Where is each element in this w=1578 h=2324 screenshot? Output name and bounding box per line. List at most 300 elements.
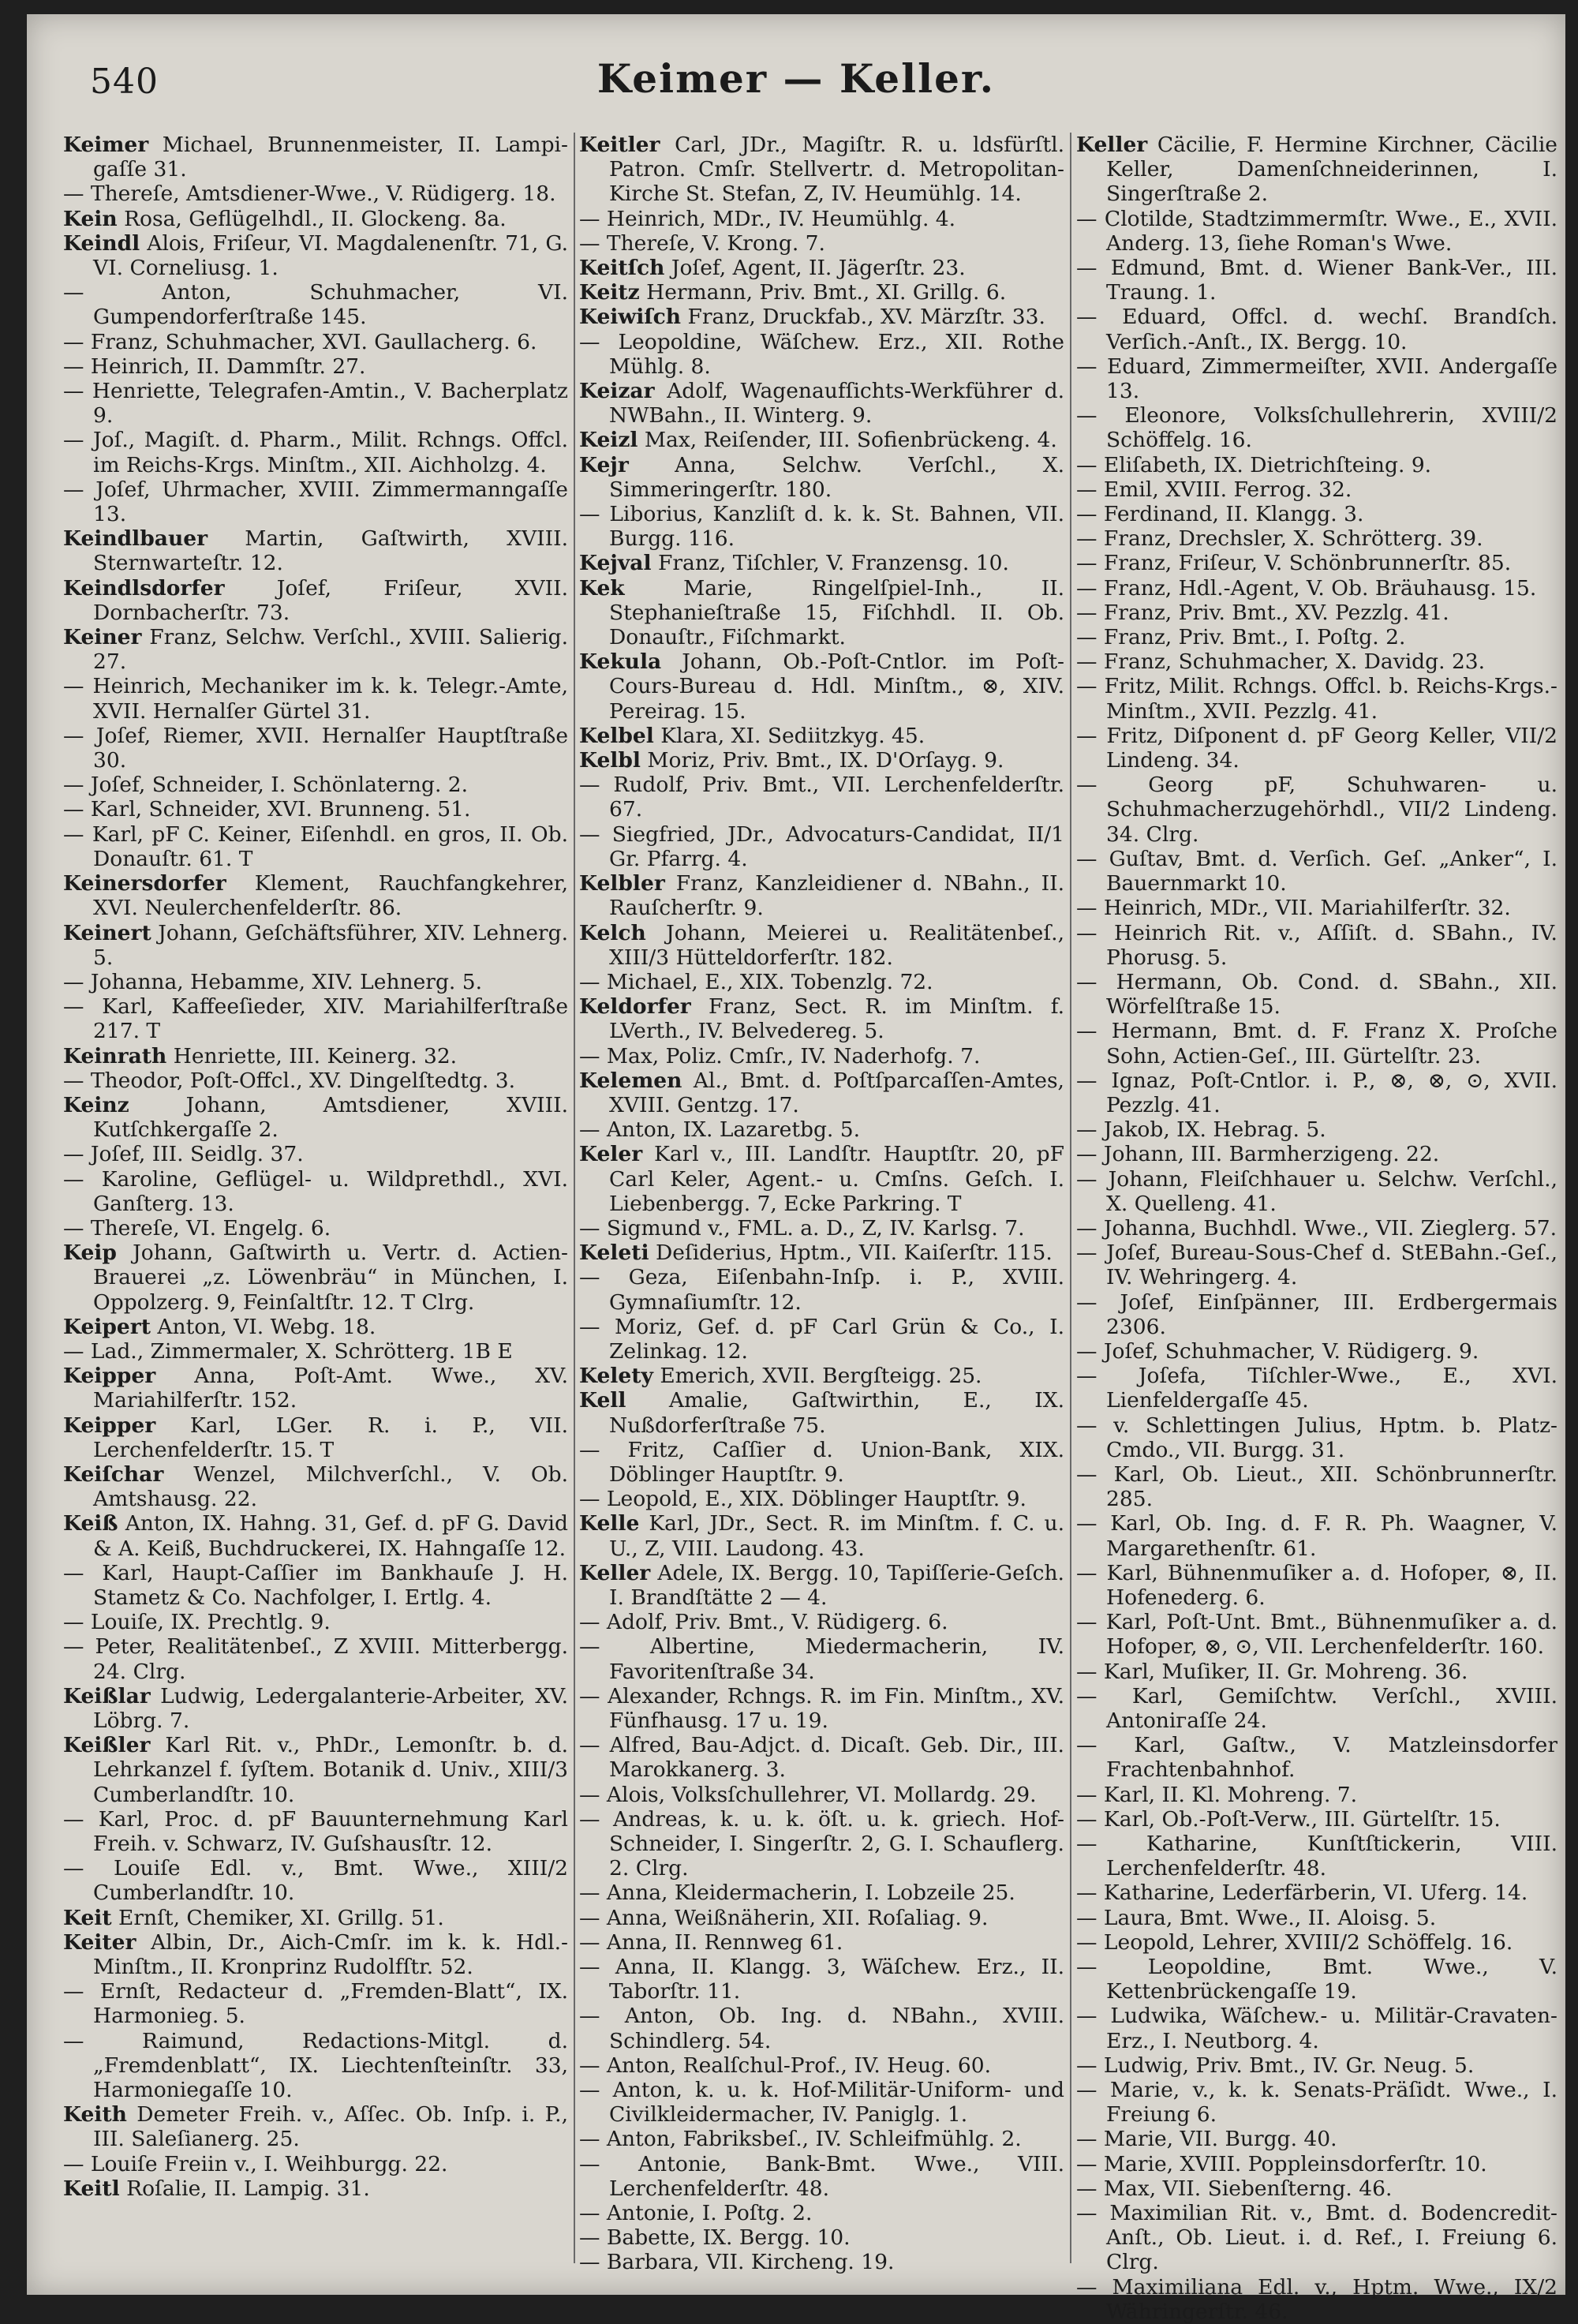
directory-entry	[63, 1733, 568, 1807]
entry-details: Anton, VI. Webg. 18.	[150, 1314, 376, 1339]
entry-details: — Karl, pF C. Keiner, Eiſenhdl. en gros, II. Ob. Donauſtr. 61. T	[63, 821, 568, 871]
entry-surname: Keinert	[63, 920, 151, 945]
directory-entry	[1076, 576, 1557, 601]
directory-entry	[579, 1117, 1064, 1142]
directory-entry	[63, 773, 568, 797]
entry-details: Franz, Sect. R. im Minſtm. f. LVerth., IV. Belvedereg. 5.	[609, 994, 1064, 1044]
directory-entry	[1076, 674, 1557, 723]
entry-details: Franz, Selchw. Verſchl., XVIII. Salierig. 27.	[93, 625, 568, 675]
entry-details: Klement, Rauchfangkehrer, XVI. Neulerchenfelderſtr. 86.	[93, 871, 568, 921]
entry-surname: Keipert	[63, 1314, 151, 1339]
entry-details: — Franz, Drechsler, X. Schrötterg. 39.	[1076, 526, 1483, 552]
directory-entry	[63, 2176, 568, 2201]
entry-details: — Siegfried, JDr., Advocaturs-Candidat, II/1 Gr. Pfarrg. 4.	[579, 821, 1064, 871]
directory-entry	[63, 970, 568, 994]
directory-column-left	[63, 133, 568, 2201]
entry-details: — Maximiliana Edl. v., Hptm. Wwe., IX/2 Währingerſtr. 46.	[1076, 2274, 1557, 2324]
directory-entry	[1076, 354, 1557, 403]
entry-details: Johann, Gaſtwirth u. Vertr. d. Actien-Brauerei „z. Löwenbräu“ in München, I. Oppolzerg. 9, Feinſaltſtr. 12. T Clrg.	[93, 1241, 568, 1315]
entry-details: — Rudolf, Priv. Bmt., VII. Lerchenfelderſtr. 67.	[579, 773, 1064, 822]
directory-entry	[1076, 453, 1557, 477]
entry-details: — Heinrich Rit. v., Aſſiſt. d. SBahn., IV. Phorusg. 5.	[1076, 920, 1557, 970]
directory-entry	[579, 1610, 1064, 1634]
directory-entry	[1076, 502, 1557, 526]
entry-details: — Leopold, Lehrer, XVIII/2 Schöffelg. 16.	[1076, 1929, 1513, 1955]
directory-entry	[579, 1783, 1064, 1807]
directory-entry	[63, 1684, 568, 1733]
directory-entry	[1076, 1364, 1557, 1413]
entry-details: Cäcilie, F. Hermine Kirchner, Cäcilie Keller, Damenſchneiderinnen, I. Singerſtraße 2.	[1106, 133, 1557, 207]
directory-entry	[1076, 1339, 1557, 1364]
directory-entry	[1076, 256, 1557, 305]
entry-surname: Kein	[63, 206, 118, 231]
entry-details: Alois, Friſeur, VI. Magdalenenſtr. 71, G. VI. Corneliusg. 1.	[93, 230, 568, 281]
entry-details: — Karl, Ob.-Poſt-Verw., III. Gürtelſtr. 15.	[1076, 1806, 1501, 1832]
directory-entry	[1076, 2004, 1557, 2053]
entry-surname: Keler	[579, 1142, 643, 1167]
entry-details: — Katharine, Kunſtſtickerin, VIII. Lerchenfelderſtr. 48.	[1076, 1832, 1557, 1881]
entry-surname: Keizar	[579, 379, 655, 404]
directory-entry	[1076, 847, 1557, 896]
directory-entry	[63, 2152, 568, 2176]
entry-details: Ludwig, Ledergalanterie-Arbeiter, XV. Löbrg. 7.	[93, 1683, 568, 1733]
entry-details: Karl, JDr., Sect. R. im Minſtm. f. C. u. U., Z, VIII. Laudong. 43.	[609, 1511, 1064, 1561]
entry-details: — Ludwig, Priv. Bmt., IV. Gr. Neug. 5.	[1076, 2053, 1475, 2078]
entry-details: Johann, Amtsdiener, XVIII. Kutſchkergaſſe 2.	[93, 1092, 568, 1143]
directory-entry	[579, 1044, 1064, 1068]
entry-details: — Karl, Gaſtw., V. Matzleinsdorfer Frachtenbahnhof.	[1076, 1733, 1557, 1783]
directory-entry	[579, 1388, 1064, 1437]
directory-entry	[1076, 970, 1557, 1019]
entry-details: — Karl, Haupt-Caſſier im Bankhauſe J. H. Stametz & Co. Nachfolger, I. Ertlg. 4.	[63, 1560, 568, 1610]
entry-details: Michael, Brunnenmeister, II. Lampi-gaſſe 31.	[93, 133, 568, 182]
entry-details: Franz, Druckfab., XV. Märzſtr. 33.	[681, 305, 1045, 330]
entry-details: — Karl, Kaffeeſieder, XIV. Mariahilferſtraße 217. T	[63, 994, 568, 1044]
entry-details: — Karl, Ob. Ing. d. F. R. Ph. Waagner, V. Margarethenſtr. 61.	[1076, 1511, 1557, 1561]
entry-details: — Adolf, Priv. Bmt., V. Rüdigerg. 6.	[579, 1610, 948, 1635]
entry-details: Henriette, III. Keinerg. 32.	[166, 1043, 458, 1068]
directory-entry	[63, 674, 568, 723]
directory-entry	[579, 502, 1064, 551]
entry-surname: Keiwiſch	[579, 305, 682, 330]
directory-entry	[63, 379, 568, 428]
entry-surname: Kelety	[579, 1364, 653, 1389]
directory-entry	[579, 305, 1064, 329]
directory-entry	[63, 1364, 568, 1413]
entry-details: — Lad., Zimmermaler, X. Schrötterg. 1B E	[63, 1338, 513, 1364]
directory-entry	[579, 1684, 1064, 1733]
entry-details: — Louiſe Freiin v., I. Weihburgg. 22.	[63, 2151, 448, 2176]
entry-details: — Franz, Priv. Bmt., XV. Pezzlg. 41.	[1076, 600, 1449, 625]
directory-entry	[579, 1364, 1064, 1388]
entry-details: — Theodor, Poſt-Offcl., XV. Dingelſtedtg. 3.	[63, 1068, 516, 1093]
page-title: Keimer — Keller.	[596, 55, 996, 102]
directory-entry	[579, 1561, 1064, 1610]
entry-details: Demeter Freih. v., Aſſec. Ob. Inſp. i. P., III. Saleſianerg. 25.	[93, 2102, 568, 2152]
entry-details: — Karoline, Geflügel- u. Wildprethdl., XVI. Ganſterg. 13.	[63, 1166, 568, 1216]
directory-entry	[579, 330, 1064, 379]
directory-entry	[579, 2004, 1064, 2053]
directory-entry	[63, 1216, 568, 1241]
entry-details: Karl, LGer. R. i. P., VII. Lerchenfelderſtr. 15. T	[93, 1413, 568, 1462]
directory-entry	[579, 822, 1064, 871]
entry-details: Anton, IX. Hahng. 31, Gef. d. pF G. David & A. Keiß, Buchdruckerei, IX. Hahngaſſe 12.	[93, 1511, 568, 1561]
entry-details: — Johann, III. Barmherzigeng. 22.	[1076, 1142, 1440, 1167]
directory-entry	[579, 773, 1064, 821]
directory-entry	[1076, 1216, 1557, 1241]
entry-surname: Kelbler	[579, 871, 665, 896]
entry-surname: Kelch	[579, 920, 646, 945]
entry-surname: Keiner	[63, 625, 142, 650]
directory-page	[27, 14, 1565, 2324]
entry-details: — Heinrich, MDr., IV. Heumühlg. 4.	[579, 206, 956, 231]
directory-entry	[579, 207, 1064, 231]
directory-entry	[1076, 1807, 1557, 1832]
entry-details: — Henriette, Telegrafen-Amtin., V. Bacherplatz 9.	[63, 379, 568, 428]
entry-details: Max, Reiſender, III. Sofienbrückeng. 4.	[638, 428, 1057, 453]
directory-entry	[1076, 1462, 1557, 1511]
directory-entry	[1076, 1881, 1557, 1905]
directory-entry	[63, 576, 568, 625]
entry-details: — Joſef, Riemer, XVII. Hernalſer Hauptſtraße 30.	[63, 723, 568, 773]
entry-details: — Marie, XVIII. Poppleinsdorferſtr. 10.	[1076, 2151, 1487, 2176]
directory-entry	[63, 797, 568, 821]
directory-entry	[579, 280, 1064, 305]
entry-details: — Michael, E., XIX. Tobenzlg. 72.	[579, 969, 933, 994]
entry-details: — Johann, Fleiſchhauer u. Selchw. Verſchl., X. Quelleng. 41.	[1076, 1166, 1557, 1216]
entry-surname: Keipper	[63, 1364, 156, 1389]
directory-entry	[63, 1142, 568, 1166]
entry-details: — Barbara, VII. Kircheng. 19.	[579, 2250, 895, 2275]
entry-details: Anna, Poſt-Amt. Wwe., XV. Mariahilferſtr. 152.	[93, 1364, 568, 1413]
directory-entry	[1076, 477, 1557, 502]
entry-details: — Anna, II. Klangg. 3, Wäſchew. Erz., II. Taborſtr. 11.	[579, 1955, 1064, 2004]
entry-surname: Keitler	[579, 133, 660, 157]
entry-details: — Anton, Fabriksbeſ., IV. Schleifmühlg. 2.	[579, 2127, 1022, 2152]
directory-entry	[579, 1241, 1064, 1265]
entry-details: — Joſef, Bureau-Sous-Chef d. StEBahn.-Geſ., IV. Wehringerg. 4.	[1076, 1241, 1557, 1290]
entry-surname: Kek	[579, 575, 625, 601]
directory-column-middle	[579, 133, 1064, 2275]
entry-surname: Kelle	[579, 1511, 640, 1536]
directory-entry	[579, 576, 1064, 650]
directory-entry	[1076, 1142, 1557, 1166]
directory-entry	[579, 1315, 1064, 1364]
entry-details: — Jakob, IX. Hebrag. 5.	[1076, 1117, 1326, 1143]
directory-entry	[1076, 1241, 1557, 1289]
directory-entry	[1076, 649, 1557, 674]
directory-entry	[579, 428, 1064, 452]
entry-details: — Hermann, Bmt. d. F. Franz X. Proſche Sohn, Actien-Geſ., III. Gürtelſtr. 23.	[1076, 1019, 1557, 1068]
entry-details: — Anton, IX. Lazaretbg. 5.	[579, 1117, 861, 1143]
directory-entry	[63, 921, 568, 970]
directory-entry	[579, 1930, 1064, 1955]
entry-surname: Kell	[579, 1388, 626, 1413]
entry-surname: Kekula	[579, 649, 662, 675]
directory-entry	[63, 724, 568, 773]
directory-entry	[1076, 551, 1557, 575]
entry-details: Marie, Ringelſpiel-Inh., II. Stephanieſtraße 15, Fiſchhdl. II. Ob. Donauſtr., Fiſchmarkt.	[609, 575, 1064, 650]
entry-details: — Heinrich, II. Dammſtr. 27.	[63, 354, 366, 379]
entry-details: — Edmund, Bmt. d. Wiener Bank-Ver., III. Traung. 1.	[1076, 256, 1557, 305]
directory-entry	[579, 1438, 1064, 1487]
directory-entry	[1076, 1561, 1557, 1610]
directory-entry	[579, 970, 1064, 994]
entry-details: — Karl, Ob. Lieut., XII. Schönbrunnerſtr. 285.	[1076, 1461, 1557, 1512]
entry-surname: Keindlsdorfer	[63, 575, 225, 601]
directory-entry	[1076, 1290, 1557, 1339]
entry-details: — Anton, Realſchul-Prof., IV. Heug. 60.	[579, 2053, 991, 2078]
directory-entry	[579, 871, 1064, 920]
directory-entry	[63, 133, 568, 182]
directory-entry	[1076, 403, 1557, 452]
entry-details: Karl v., III. Landſtr. Hauptſtr. 20, pF Carl Keler, Agent.- u. Cmſns. Geſch. I. Liebenbergg. 7, Ecke Parkring. T	[609, 1142, 1064, 1216]
directory-entry	[1076, 625, 1557, 649]
directory-entry	[63, 1462, 568, 1511]
entry-details: — Anna, II. Rennweg 61.	[579, 1929, 843, 1955]
directory-entry	[579, 231, 1064, 256]
directory-entry	[63, 182, 568, 206]
directory-entry	[1076, 921, 1557, 970]
entry-details: — Hermann, Ob. Cond. d. SBahn., XII. Wörfelſtraße 15.	[1076, 969, 1557, 1020]
entry-details: — Georg pF, Schuhwaren- u. Schuhmacherzugehörhdl., VII/2 Lindeng. 34. Clrg.	[1076, 773, 1557, 847]
entry-details: — Katharine, Lederfärberin, VI. Uferg. 14.	[1076, 1881, 1528, 1906]
entry-details: — Franz, Schuhmacher, X. Davidg. 23.	[1076, 649, 1486, 675]
directory-entry	[63, 871, 568, 920]
directory-entry	[1076, 601, 1557, 625]
entry-details: — Heinrich, MDr., VII. Mariahilferſtr. 32.	[1076, 896, 1511, 921]
entry-details: Rosa, Geflügelhdl., II. Glockeng. 8a.	[117, 206, 507, 231]
entry-details: — Ignaz, Poſt-Cntlor. i. P., ⊗, ⊗, ⊙, XVII. Pezzlg. 41.	[1076, 1068, 1557, 1117]
directory-entry	[63, 1610, 568, 1634]
entry-details: — Thereſe, VI. Engelg. 6.	[63, 1215, 331, 1241]
entry-details: Wenzel, Milchverſchl., V. Ob. Amtshausg. 22.	[93, 1461, 568, 1512]
entry-details: — Franz, Schuhmacher, XVI. Gaullacherg. 6.	[63, 329, 537, 354]
directory-entry	[1076, 1684, 1557, 1733]
directory-entry	[63, 1561, 568, 1610]
entry-details: — Liborius, Kanzliſt d. k. k. St. Bahnen, VII. Burgg. 116.	[579, 502, 1064, 552]
entry-details: — Eliſabeth, IX. Dietrichſteing. 9.	[1076, 452, 1432, 477]
entry-details: — Maximilian Rit. v., Bmt. d. Bodencredit-Anſt., Ob. Lieut. i. d. Ref., I. Freiung 6. Clrg.	[1076, 2201, 1557, 2275]
entry-surname: Keiß	[63, 1511, 118, 1536]
entry-details: Al., Bmt. d. Poſtſparcaſſen-Amtes, XVIII. Gentzg. 17.	[609, 1068, 1064, 1117]
entry-details: — Joſef, Uhrmacher, XVIII. Zimmermanngaſſe 13.	[63, 477, 568, 527]
entry-details: — Karl, Bühnenmuſiker a. d. Hofoper, ⊗, II. Hofenederg. 6.	[1076, 1560, 1557, 1610]
directory-entry	[1076, 773, 1557, 847]
column-divider	[1070, 133, 1071, 2263]
directory-entry	[579, 133, 1064, 207]
entry-surname: Keißler	[63, 1733, 151, 1758]
entry-details: — Max, Poliz. Cmſr., IV. Naderhofg. 7.	[579, 1043, 981, 1068]
entry-details: — Guſtav, Bmt. d. Verſich. Geſ. „Anker“, I. Bauernmarkt 10.	[1076, 846, 1557, 896]
directory-entry	[579, 921, 1064, 970]
directory-entry	[63, 1167, 568, 1216]
entry-surname: Keiter	[63, 1929, 136, 1955]
directory-entry	[63, 330, 568, 354]
directory-entry	[63, 1930, 568, 1979]
directory-entry	[63, 1906, 568, 1930]
directory-entry	[579, 2201, 1064, 2225]
entry-surname: Keinz	[63, 1092, 129, 1117]
directory-entry	[63, 1093, 568, 1142]
directory-entry	[1076, 207, 1557, 256]
directory-entry	[1076, 1167, 1557, 1216]
entry-surname: Keller	[1076, 133, 1148, 157]
directory-entry	[1076, 1832, 1557, 1881]
entry-details: — Karl, Muſiker, II. Gr. Mohreng. 36.	[1076, 1659, 1468, 1684]
directory-entry	[1076, 2127, 1557, 2151]
entry-details: — Antonie, Bank-Bmt. Wwe., VIII. Lerchenfelderſtr. 48.	[579, 2151, 1064, 2201]
entry-surname: Keldorfer	[579, 994, 691, 1020]
directory-entry	[579, 379, 1064, 428]
directory-entry	[1076, 1906, 1557, 1930]
entry-details: Amalie, Gaſtwirthin, E., IX. Nußdorferſtraße 75.	[609, 1388, 1064, 1438]
entry-details: — Alfred, Bau-Adjct. d. Dicaſt. Geb. Dir., III. Marokkanerg. 3.	[579, 1733, 1064, 1783]
directory-entry	[579, 748, 1064, 773]
entry-details: — Karl, Proc. d. pF Bauunternehmung Karl Freih. v. Schwarz, IV. Guſshausſtr. 12.	[63, 1806, 568, 1857]
directory-entry	[1076, 1955, 1557, 2004]
entry-surname: Keimer	[63, 133, 149, 157]
entry-surname: Keleti	[579, 1241, 649, 1266]
directory-entry	[63, 526, 568, 575]
entry-details: — Geza, Eiſenbahn-Inſp. i. P., XVIII. Gymnaſiumſtr. 12.	[579, 1265, 1064, 1315]
entry-details: — Anton, k. u. k. Hof-Militär-Uniform- und Civilkleidermacher, IV. Paniglg. 1.	[579, 2078, 1064, 2128]
entry-details: — Leopoldine, Wäſchew. Erz., XII. Rothe Mühlg. 8.	[579, 329, 1064, 379]
directory-entry	[579, 994, 1064, 1043]
directory-entry	[1076, 2152, 1557, 2176]
directory-entry	[579, 724, 1064, 748]
entry-surname: Keizl	[579, 428, 638, 453]
entry-details: — Ludwika, Wäſchew.- u. Militär-Cravaten-Erz., I. Neutborg. 4.	[1076, 2004, 1557, 2053]
directory-entry	[1076, 2176, 1557, 2201]
directory-entry	[579, 1265, 1064, 1314]
entry-details: Albin, Dr., Aich-Cmſr. im k. k. Hdl.-Minſtm., II. Kronprinz Rudolfſtr. 52.	[93, 1929, 568, 1980]
entry-details: — Emil, XVIII. Ferrog. 32.	[1076, 477, 1352, 502]
entry-surname: Keip	[63, 1241, 117, 1266]
entry-details: Deſiderius, Hptm., VII. Kaiſerſtr. 115.	[649, 1241, 1053, 1266]
entry-details: — Sigmund v., FML. a. D., Z, IV. Karlsg. 7.	[579, 1215, 1025, 1241]
entry-surname: Kelbl	[579, 748, 641, 773]
entry-details: Joſef, Friſeur, XVII. Dornbacherſtr. 73.	[93, 575, 568, 625]
entry-details: Moriz, Priv. Bmt., IX. D'Orſayg. 9.	[640, 748, 1004, 773]
directory-entry	[63, 231, 568, 280]
entry-details: — Leopoldine, Bmt. Wwe., V. Kettenbrückengaſſe 19.	[1076, 1955, 1557, 2004]
entry-details: — Clotilde, Stadtzimmermſtr. Wwe., E., XVII. Anderg. 13, ſiehe Roman's Wwe.	[1076, 206, 1557, 256]
entry-surname: Keinersdorfer	[63, 871, 226, 896]
directory-entry	[1076, 1660, 1557, 1684]
directory-entry	[63, 2029, 568, 2103]
entry-details: — Andreas, k. u. k. öſt. u. k. griech. Hof-Schneider, I. Singerſtr. 2, G. I. Schauflerg. 2. Clrg.	[579, 1806, 1064, 1881]
entry-details: Martin, Gaſtwirth, XVIII. Sternwarteſtr. 12.	[93, 526, 568, 576]
directory-entry	[63, 477, 568, 526]
entry-details: — Antonie, I. Poſtg. 2.	[579, 2201, 813, 2226]
directory-entry	[63, 1068, 568, 1093]
directory-entry	[63, 1413, 568, 1462]
entry-surname: Kelbel	[579, 723, 654, 748]
entry-details: — Marie, VII. Burgg. 40.	[1076, 2127, 1337, 2152]
directory-entry	[1076, 2078, 1557, 2127]
entry-details: Adolf, Wagenaufſichts-Werkführer d. NWBahn., II. Winterg. 9.	[609, 379, 1064, 428]
entry-details: — Joſef, Einſpänner, III. Erdbergermais 2306.	[1076, 1289, 1557, 1339]
directory-entry	[63, 354, 568, 379]
directory-entry	[579, 2078, 1064, 2127]
directory-entry	[63, 1807, 568, 1856]
directory-entry	[63, 280, 568, 329]
entry-surname: Keiſchar	[63, 1461, 164, 1487]
directory-entry	[63, 1511, 568, 1560]
entry-details: — Max, VII. Siebenſterng. 46.	[1076, 2176, 1393, 2201]
directory-entry	[1076, 724, 1557, 773]
entry-details: — Karl, II. Kl. Mohreng. 7.	[1076, 1782, 1358, 1807]
entry-details: — Alexander, Rchngs. R. im Fin. Minſtm., XV. Fünfhausg. 17 u. 19.	[579, 1683, 1064, 1733]
entry-details: — Joſefa, Tiſchler-Wwe., E., XVI. Lienfeldergaſſe 45.	[1076, 1364, 1557, 1413]
directory-entry	[63, 1044, 568, 1068]
entry-details: — Ernſt, Redacteur d. „Fremden-Blatt“, IX. Harmonieg. 5.	[63, 1979, 568, 2029]
entry-details: — Anton, Schuhmacher, VI. Gumpendorferſtraße 145.	[63, 280, 568, 330]
entry-surname: Kejr	[579, 452, 629, 477]
entry-details: — Anna, Kleidermacherin, I. Lobzeile 25.	[579, 1881, 1015, 1906]
directory-entry	[579, 1216, 1064, 1241]
entry-details: Johann, Geſchäftsführer, XIV. Lehnerg. 5.	[93, 920, 568, 970]
directory-entry	[579, 551, 1064, 575]
entry-details: Emerich, XVII. Bergſteigg. 25.	[653, 1364, 982, 1389]
entry-details: — Joſef, Schneider, I. Schönlaterng. 2.	[63, 773, 469, 798]
directory-entry	[579, 1733, 1064, 1782]
directory-entry	[1076, 2275, 1557, 2324]
directory-entry	[63, 822, 568, 871]
entry-details: — Albertine, Miedermacherin, IV. Favoritenſtraße 34.	[579, 1634, 1064, 1684]
directory-entry	[579, 1068, 1064, 1117]
directory-entry	[1076, 2201, 1557, 2275]
directory-entry	[579, 2225, 1064, 2250]
entry-details: — Fritz, Caſſier d. Union-Bank, XIX. Döblinger Hauptſtr. 9.	[579, 1437, 1064, 1487]
entry-details: — Eleonore, Volksſchullehrerin, XVIII/2 Schöffelg. 16.	[1076, 403, 1557, 453]
entry-details: — v. Schlettingen Julius, Hptm. b. Platz-Cmdo., VII. Burgg. 31.	[1076, 1413, 1557, 1462]
directory-entry	[63, 625, 568, 674]
entry-surname: Kelemen	[579, 1068, 682, 1093]
entry-details: Adele, IX. Bergg. 10, Tapiſſerie-Geſch. I. Brandſtätte 2 — 4.	[609, 1560, 1064, 1610]
entry-details: Carl, JDr., Magiſtr. R. u. ldsfürſtl. Patron. Cmſr. Stellvertr. d. Metropolitan-Kirche St. Stefan, Z, IV. Heumühlg. 14.	[609, 133, 1064, 207]
entry-surname: Keith	[63, 2102, 127, 2128]
directory-entry	[579, 256, 1064, 280]
entry-details: — Joſ., Magiſt. d. Pharm., Milit. Rchngs. Offcl. im Reichs-Krgs. Minſtm., XII. Aichholzg. 4.	[63, 428, 568, 477]
entry-details: — Louiſe, IX. Prechtlg. 9.	[63, 1610, 331, 1635]
directory-entry	[579, 1511, 1064, 1560]
entry-details: — Karl, Poſt-Unt. Bmt., Bühnenmuſiker a. d. Hofoper, ⊗, ⊙, VII. Lerchenfelderſtr. 160.	[1076, 1610, 1557, 1660]
directory-entry	[1076, 305, 1557, 354]
entry-details: Johann, Ob.-Poſt-Cntlor. im Poſt-Cours-Bureau d. Hdl. Minſtm., ⊗, XIV. Pereirag. 15.	[609, 649, 1064, 724]
entry-details: — Johanna, Buchhdl. Wwe., VII. Zieglerg. 57.	[1076, 1215, 1557, 1241]
entry-details: — Anton, Ob. Ing. d. NBahn., XVIII. Schindlerg. 54.	[579, 2004, 1064, 2053]
directory-entry	[579, 2127, 1064, 2151]
entry-details: — Marie, v., k. k. Senats-Präſidt. Wwe., I. Freiung 6.	[1076, 2078, 1557, 2128]
entry-details: — Peter, Realitätenbeſ., Z XVIII. Mitterbergg. 24. Clrg.	[63, 1634, 568, 1684]
entry-details: Johann, Meierei u. Realitätenbeſ., XIII/3 Hütteldorferſtr. 182.	[609, 920, 1064, 970]
entry-surname: Keitſch	[579, 256, 665, 281]
entry-details: Ernſt, Chemiker, XI. Grillg. 51.	[111, 1905, 444, 1930]
entry-details: — Raimund, Redactions-Mitgl. d. „Fremdenblatt“, IX. Liechtenſteinſtr. 33, Harmoniegaſſe 10.	[63, 2028, 568, 2103]
directory-entry	[1076, 133, 1557, 207]
entry-details: — Ferdinand, II. Klangg. 3.	[1076, 502, 1364, 527]
directory-entry	[1076, 1733, 1557, 1782]
entry-details: Joſef, Agent, II. Jägerſtr. 23.	[664, 256, 966, 281]
directory-entry	[579, 1955, 1064, 2004]
entry-details: — Joſef, III. Seidlg. 37.	[63, 1142, 304, 1167]
entry-details: — Leopold, E., XIX. Döblinger Hauptſtr. 9.	[579, 1487, 1026, 1512]
entry-details: Franz, Tiſchler, V. Franzensg. 10.	[651, 551, 1009, 576]
directory-entry	[579, 1634, 1064, 1683]
entry-surname: Keindl	[63, 230, 140, 256]
